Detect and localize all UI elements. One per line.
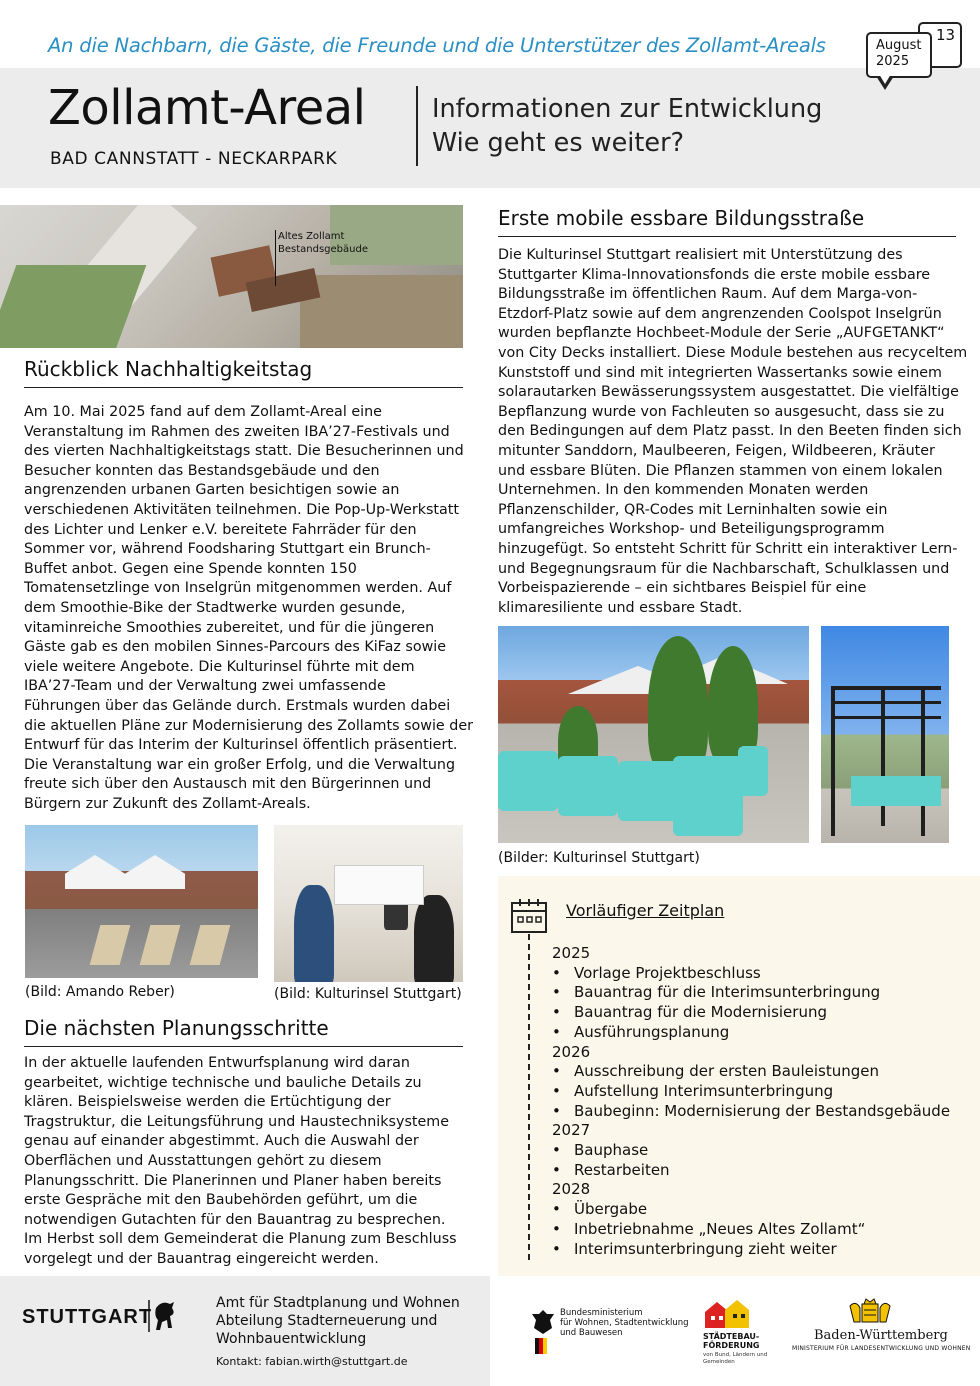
- aerial-label-line2: Bestandsgebäude: [278, 244, 368, 255]
- bildungsstrasse-text: Die Kulturinsel Stuttgart realisiert mit Unterstützung des Stuttgarter Klima-Innovationsfonds die erste mobile essbare Bildungsstraße im öffentlichen Raum. Auf dem Marga-von- Etzdorf-Platz sowie auf dem angrenzenden Coolspot Inselgrün wurden bepflanzte Hochbeet-Module der Serie „AUFGETANKT“ von City Decks installiert. Diese Module bestehen aus recyceltem Kunststoff und sind mit integrierten Wassertanks sowie einem solarautarken Bewässerungssystem ausgestattet. Die vielfältige Bepflanzung wurde von Fachleuten so ausgesucht, dass sie zu den Bedingungen auf dem Platz passt. In den Beeten finden sich mitunter Sanddorn, Maulbeeren, Feigen, Wildbeeren, Kräuter und essbare Blüten. Die Pflanzen stammen von einem lokalen Unternehmen. In den kommenden Monaten werden Pflanzenschilder, QR-Codes mit Lerninhalten sowie ein umfangreiches Workshop- und Beteiligungsprogramm hinzugefügt. So entsteht Schritt für Schritt ein interaktiver Lern- und Begegnungsraum für die Nachbarschaft, Schulklassen und Vorbeispazierende – ein sichtbares Beispiel für eine klimaresiliente und essbare Stadt.: [498, 247, 968, 616]
- pergola-photo: [821, 626, 949, 843]
- timeline-dashed-line: [528, 934, 530, 1260]
- page-subtitle: BAD CANNSTATT - NECKARPARK: [50, 149, 338, 169]
- sbf-logo-sub: von Bund, Ländern und Gemeinden: [703, 1352, 768, 1365]
- aerial-label-line1: Altes Zollamt: [278, 231, 345, 242]
- sbf-logo-text: STÄDTEBAU- FÖRDERUNG: [703, 1332, 760, 1350]
- timeline-item: • Inbetriebnahme „Neues Altes Zollamt“: [552, 1220, 950, 1240]
- stuttgart-logo: STUTTGART: [22, 1306, 153, 1328]
- header-info-line2: Wie geht es weiter?: [432, 128, 685, 158]
- bund-logo-text: Bundesministerium für Wohnen, Stadtentwicklung und Bauwesen: [560, 1308, 689, 1338]
- staedtebaufoerderung-logo-icon: [703, 1298, 751, 1334]
- timeline-list: [552, 944, 950, 1259]
- timeline-item: • Aufstellung Interimsunterbringung: [552, 1082, 950, 1102]
- bildungsstrasse-heading: Erste mobile essbare Bildungsstraße: [498, 206, 956, 237]
- timeline-item: • Übergabe: [552, 1200, 950, 1220]
- page-title: Zollamt-Areal: [48, 80, 366, 136]
- rueckblick-text: Am 10. Mai 2025 fand auf dem Zollamt-Areal eine Veranstaltung im Rahmen des zweiten IBA’27-Festivals und des vierten Nachhaltigkeitstags statt. Die Besucherinnen und Besucher konnten das Bestandsgebäude und den angrenzenden urbanen Garten besichtigen sowie an verschiedenen Aktivitäten teilnehmen. Die Pop-Up-Werkstatt des Lichter und Lenker e.V. bereitete Fahrräder für den Sommer vor, während Foodsharing Stuttgart ein Brunch- Buffet anbot. Gegen eine Spende konnten 150 Tomatensetzlinge von Inselgrün mitgenommen werden. Auf dem Smoothie-Bike der Stadtwerke wurden gesunde, vitaminreiche Smoothies zubereitet, und für die jüngeren Gäste gab es den mobilen Sinnes-Parcours des KiFaz sowie viele weitere Angebote. Die Kulturinsel führte mit dem IBA’27-Team und der Verwaltung zwei umfassende Führungen über das Gelände durch. Erstmals wurden dabei die aktuellen Pläne zur Modernisierung des Zollamts sowie der Entwurf für das Interim der Kulturinsel öffentlich präsentiert. Die Veranstaltung war ein großer Erfolg, und die Verwaltung freute sich über den Austausch mit den Bürgerinnen und Bürgern zur Zukunft des Zollamt-Areals.: [24, 404, 474, 812]
- bw-logo-text: Baden-Württemberg: [814, 1328, 948, 1343]
- footer-contact: Kontakt: fabian.wirth@stuttgart.de: [216, 1355, 408, 1368]
- tagline: An die Nachbarn, die Gäste, die Freunde und die Unterstützer des Zollamt-Areals: [48, 34, 826, 57]
- timeline-year: 2028: [552, 1180, 591, 1199]
- badge-month: August: [876, 38, 922, 53]
- header-divider: [416, 86, 418, 166]
- bw-ministry-text: MINISTERIUM FÜR LANDESENTWICKLUNG UND WOHNEN: [792, 1345, 971, 1352]
- planters-photo: [498, 626, 809, 843]
- planung-text: In der aktuelle laufenden Entwurfsplanung wird daran gearbeitet, wichtige technische und bauliche Details zu klären. Beispielsweise werden die Ertüchtigung der Tragstruktur, die Leitungsführung und Haustechniksysteme genau auf einander abgestimmt. Auch die Auswahl der Oberflächen und Ausstattungen gehört zu diesem Planungsschritt. Die Planerinnen und Planer haben bereits erste Gespräche mit den Baubehörden geführt, um die notwendigen Gutachten für den Bauantrag zu besprechen. Im Herbst soll dem Gemeinderat die Planung zum Beschluss vorgelegt und der Bauantrag eingereicht werden.: [24, 1055, 457, 1267]
- issue-number: 13: [936, 26, 956, 44]
- dept-line1: Amt für Stadtplanung und Wohnen: [216, 1295, 460, 1311]
- timeline-year: 2026: [552, 1042, 591, 1061]
- aerial-photo: [0, 205, 463, 348]
- header-info-line1: Informationen zur Entwicklung: [432, 94, 823, 124]
- event-photo-indoor: [274, 825, 463, 982]
- bund-eagle-icon: [530, 1308, 556, 1360]
- timeline-item: • Ausschreibung der ersten Bauleistungen: [552, 1062, 950, 1082]
- calendar-icon: [510, 898, 548, 938]
- footer-department: [216, 1294, 460, 1348]
- timeline-item: • Ausführungsplanung: [552, 1023, 950, 1043]
- bw-crest-icon: [848, 1298, 892, 1330]
- header-info: [432, 92, 822, 160]
- planung-heading: Die nächsten Planungsschritte: [24, 1016, 463, 1047]
- caption-event-indoor: (Bild: Kulturinsel Stuttgart): [274, 986, 462, 1002]
- date-badge: [866, 32, 932, 78]
- speech-bubble-tail-icon: [876, 76, 894, 90]
- timeline-item: • Baubeginn: Modernisierung der Bestandsgebäude: [552, 1102, 950, 1122]
- aerial-label: [278, 230, 368, 256]
- dept-line2: Abteilung Stadterneuerung und: [216, 1313, 438, 1329]
- dept-line3: Wohnbauentwicklung: [216, 1331, 367, 1347]
- caption-planters: (Bilder: Kulturinsel Stuttgart): [498, 850, 700, 866]
- event-photo-outdoor: [25, 825, 258, 978]
- rueckblick-heading: Rückblick Nachhaltigkeitstag: [24, 357, 463, 388]
- timeline-item: • Bauantrag für die Modernisierung: [552, 1003, 950, 1023]
- timeline-item: • Restarbeiten: [552, 1161, 950, 1181]
- timeline-item: • Interimsunterbringung zieht weiter: [552, 1240, 950, 1260]
- timeline-year: 2025: [552, 944, 591, 962]
- timeline-item: • Vorlage Projektbeschluss: [552, 964, 950, 984]
- badge-year: 2025: [876, 54, 910, 69]
- timeline-year: 2027: [552, 1121, 591, 1140]
- stuttgart-horse-icon: [148, 1298, 178, 1338]
- aerial-pointer-line: [275, 230, 276, 286]
- timeline-item: • Bauantrag für die Interimsunterbringung: [552, 983, 950, 1003]
- timeline-item: • Bauphase: [552, 1141, 950, 1161]
- timeline-title: Vorläufiger Zeitplan: [566, 901, 725, 920]
- caption-event-outdoor: (Bild: Amando Reber): [25, 984, 175, 1000]
